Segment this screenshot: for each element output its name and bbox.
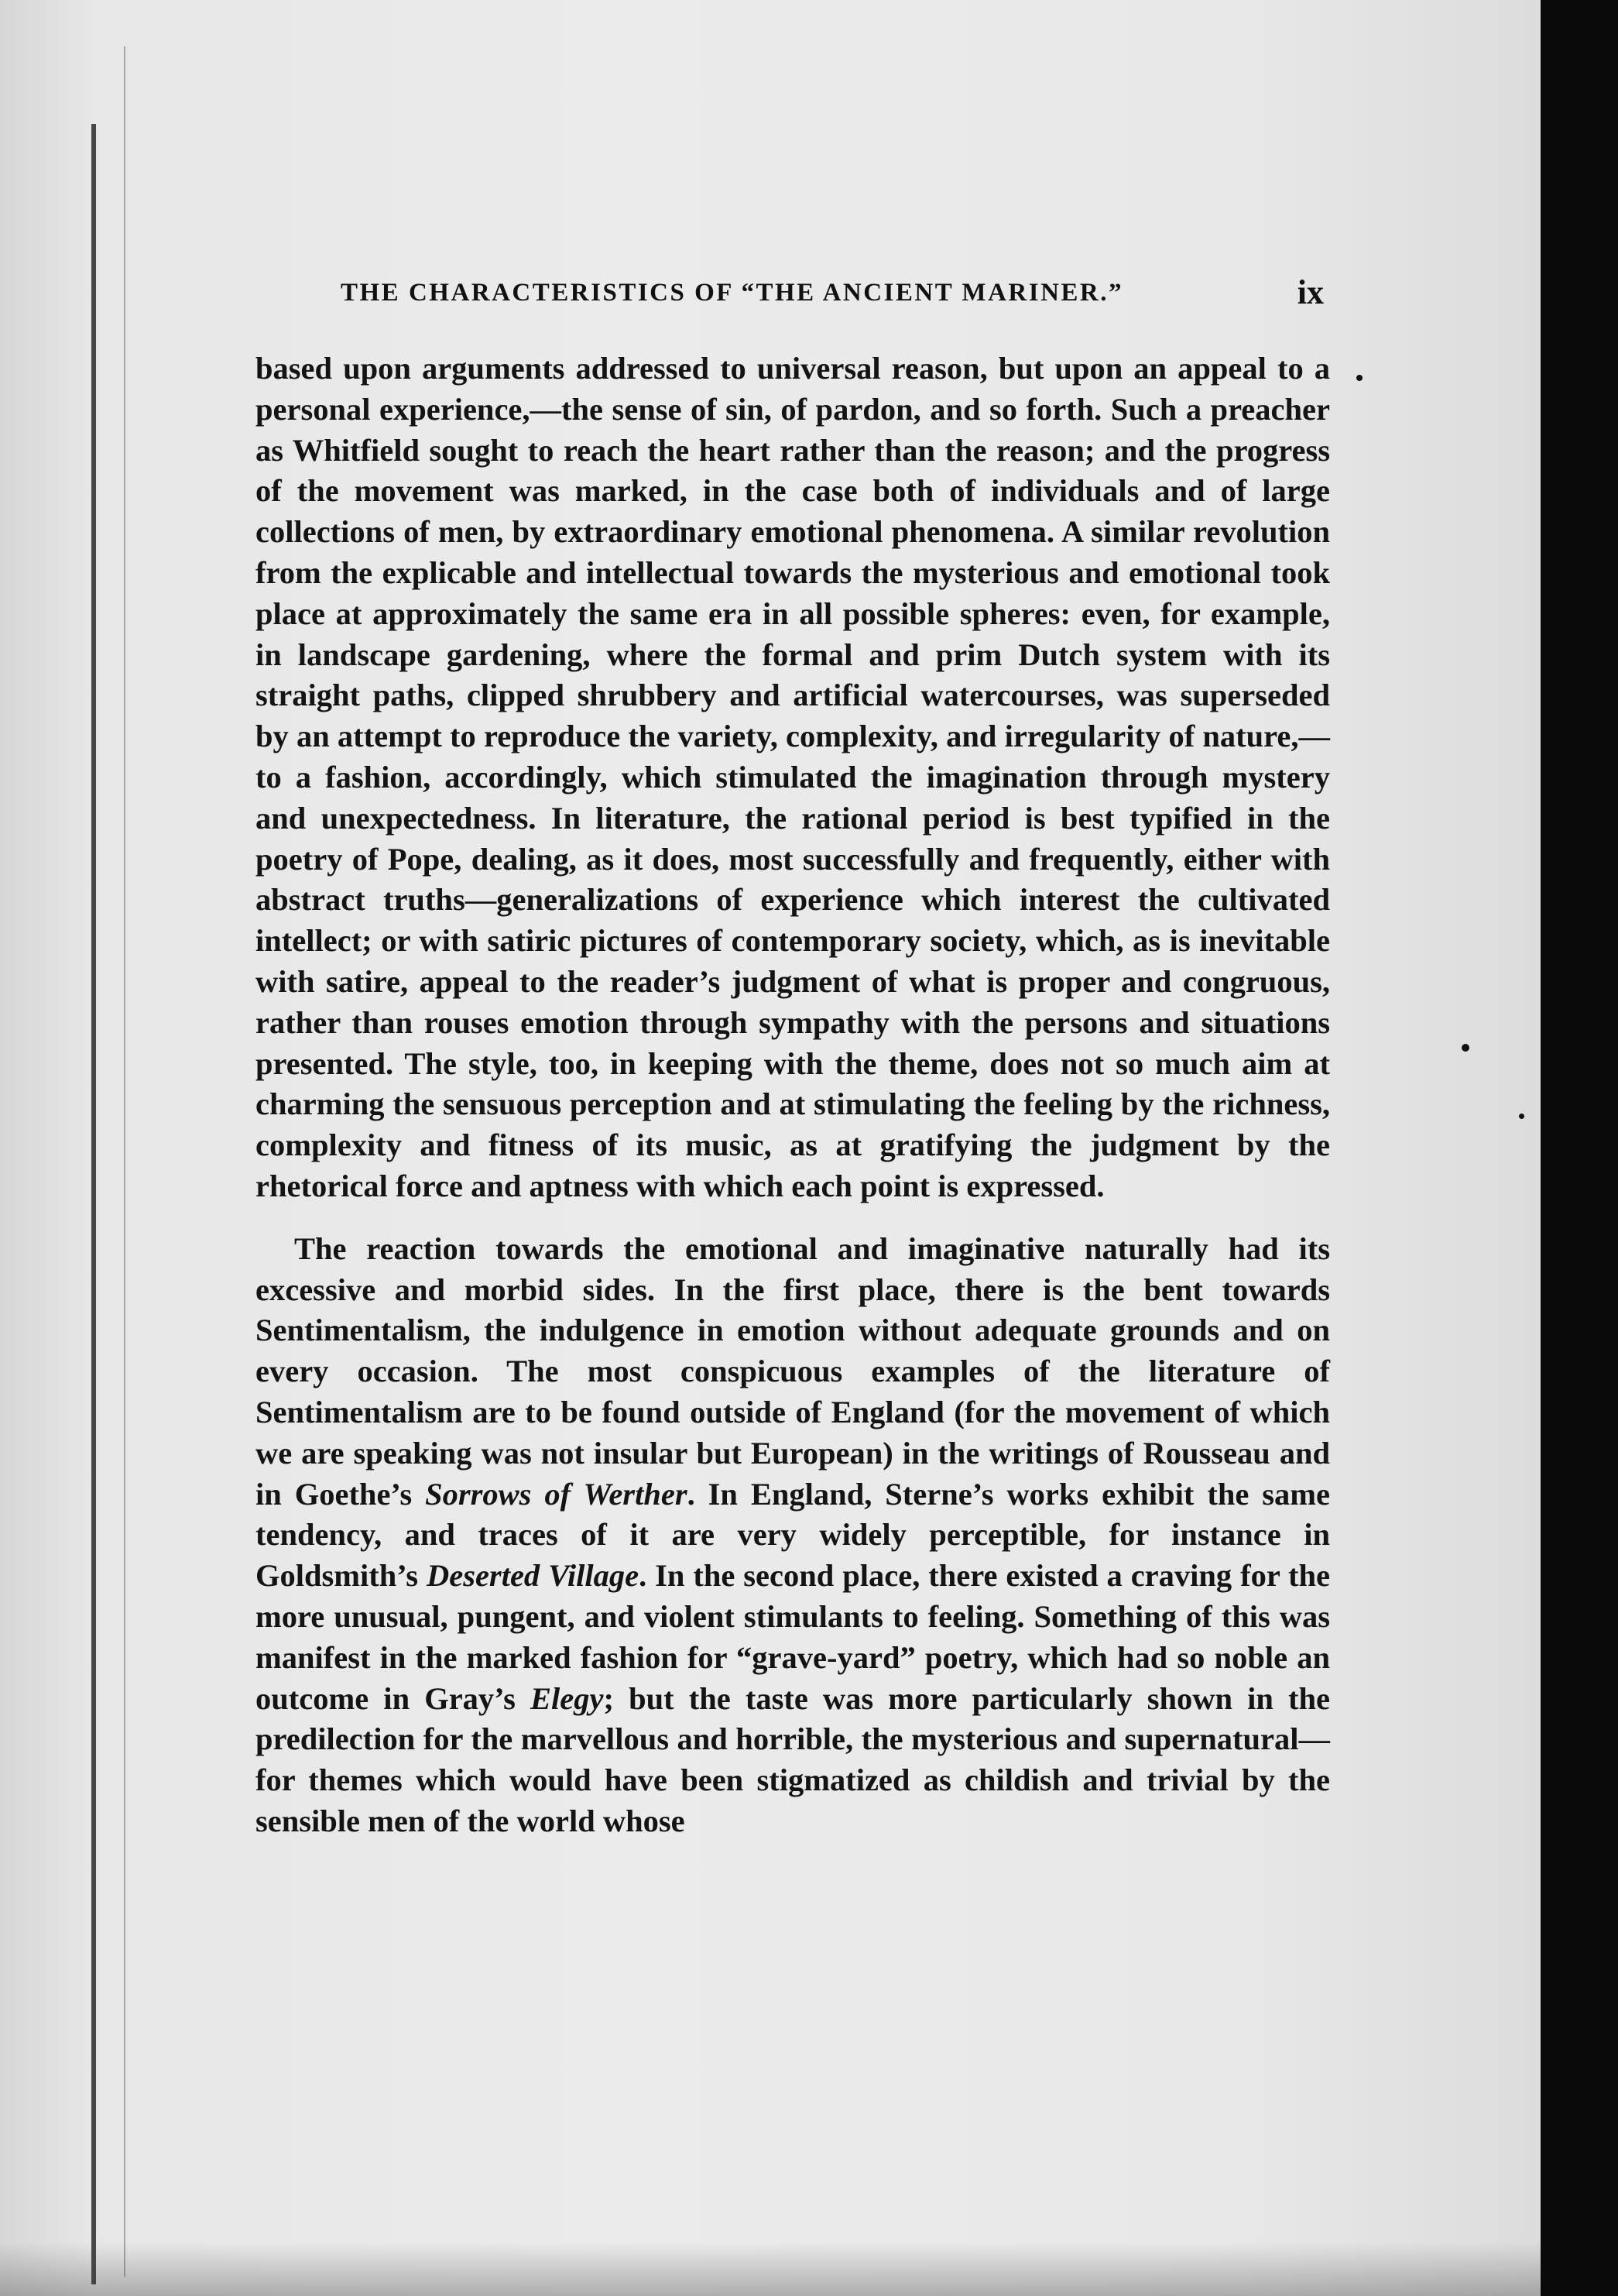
page-number: ix — [1297, 273, 1324, 311]
running-title: THE CHARACTERISTICS OF “THE ANCIENT MARINER.” — [341, 279, 1123, 307]
paragraph-2-text: ; but the taste was more particularly shown in the predilection for the marvellous and horrible, the mysterious and supernatural—for themes which would have been stigmatized as childish and trivial by the sensible men of the world whose — [255, 1680, 1330, 1838]
binding-shadow-line — [91, 124, 96, 2284]
book-title-elegy: Elegy — [530, 1680, 604, 1716]
paragraph-2-text: The reaction towards the emotional and imaginative naturally had its excessive and morbid sides. In the first place, there is the bent towards Sentimentalism, the indulgence in emotion without adequate grounds and on every occasion. The most conspicuous examples of the literature of Sentimentalism are to be found outside of England (for the movement of which we are speaking was not insular but European) in the writings of Rousseau and in Goethe’s — [255, 1230, 1330, 1512]
paragraph-1-text: based upon arguments addressed to universal reason, but upon an appeal to a personal experience,—the sense of sin, of pardon, and so forth. Such a preacher as Whitfield sought to reach the heart rather than the reason; and the progress of the movement was marked, in the case both of individuals and of large collections of men, by extraordinary emotional phenomena. A similar revolution from the explicable and intellectual towards the mysterious and emotional took place at approximately the same era in all possible spheres: even, for example, in landscape gardening, where the formal and prim Dutch system with its straight paths, clipped shrubbery and artificial watercourses, was superseded by an attempt to reproduce the variety, complexity, and irregularity of nature,—to a fashion, accordingly, which stimulated the imagination through mystery and unexpectedness. In literature, the rational period is best typified in the poetry of Pope, dealing, as it does, most successfully and frequently, either with abstract truths—generalizations of experience which interest the cultivated intellect; or with satiric pictures of contemporary society, which, as is inevitable with satire, appeal to the reader’s judgment of what is proper and congruous, rather than rouses emotion through sympathy with the persons and situations presented. The style, too, in keeping with the theme, does not so much aim at charming the sensuous perception and at stimulating the feeling by the richness, complexity and fitness of its music, as at gratifying the judgment by the rhetorical force and aptness with which each point is expressed. — [255, 351, 1330, 1203]
binding-edge-line — [124, 46, 125, 2277]
ink-speck — [1356, 375, 1363, 381]
book-title-sorrows-of-werther: Sorrows of Werther — [425, 1476, 687, 1512]
book-title-deserted-village: Deserted Village — [426, 1558, 639, 1594]
ink-speck — [1462, 1044, 1469, 1052]
paragraph-2-text: . In England, Sterne’s works exhibit the same tendency, and traces of it are very widely perceptible, for instance in Goldsmith’s — [255, 1476, 1330, 1594]
paragraph-2-text: . In the second place, there existed a craving for the more unusual, pungent, and violent stimulants to feeling. Something of this was manifest in the marked fashion for “grave-yard” poetry, which had so noble an outcome in Gray’s — [255, 1558, 1330, 1716]
scanner-background — [1541, 0, 1618, 2296]
body-text — [255, 348, 1330, 1842]
paragraph-1 — [255, 348, 1330, 1207]
page-bottom-shadow — [0, 2242, 1541, 2296]
running-header — [341, 273, 1324, 319]
paragraph-2 — [255, 1229, 1330, 1842]
ink-speck — [1519, 1114, 1524, 1119]
